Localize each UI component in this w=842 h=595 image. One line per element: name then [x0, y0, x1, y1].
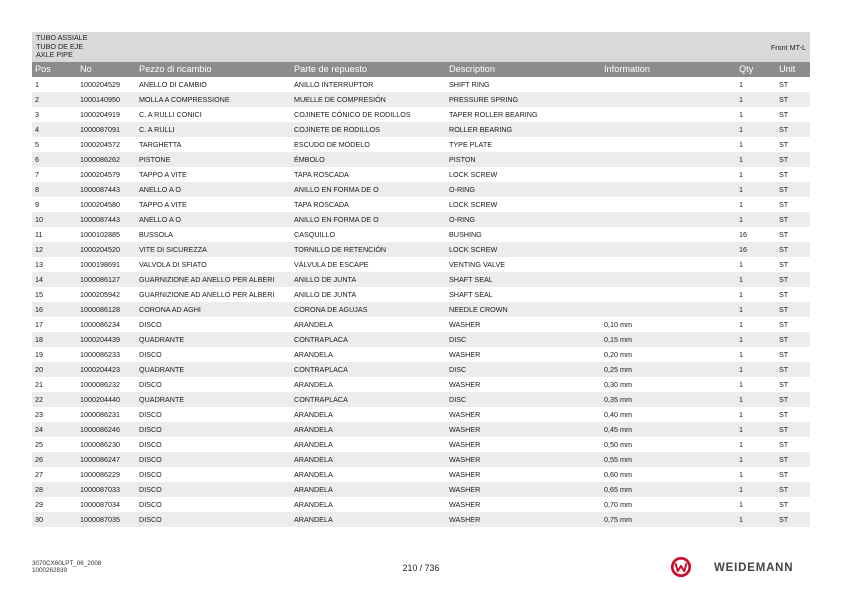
cell-italian-name: ANELLO A O	[139, 185, 181, 194]
cell-part-number: 1000204423	[80, 365, 120, 374]
cell-spanish-name: ÉMBOLO	[294, 155, 325, 164]
cell-qty: 1	[739, 515, 743, 524]
cell-unit: ST	[779, 485, 789, 494]
cell-qty: 1	[739, 170, 743, 179]
cell-part-number: 1000086247	[80, 455, 120, 464]
cell-part-number: 1000087091	[80, 125, 120, 134]
assembly-title-band	[32, 32, 810, 62]
cell-description: ROLLER BEARING	[449, 125, 513, 134]
cell-part-number: 1000087443	[80, 185, 120, 194]
cell-part-number: 1000087033	[80, 485, 120, 494]
cell-pos: 21	[35, 380, 43, 389]
cell-spanish-name: ANILLO INTERRUPTOR	[294, 80, 374, 89]
cell-unit: ST	[779, 395, 789, 404]
cell-unit: ST	[779, 80, 789, 89]
table-row	[32, 512, 810, 527]
assembly-title-en: AXLE PIPE	[36, 50, 73, 60]
cell-description: SHAFT SEAL	[449, 290, 493, 299]
cell-unit: ST	[779, 305, 789, 314]
cell-part-number: 1000204520	[80, 245, 120, 254]
cell-italian-name: QUADRANTE	[139, 395, 185, 404]
cell-pos: 2	[35, 95, 39, 104]
cell-part-number: 1000204919	[80, 110, 120, 119]
cell-description: DISC	[449, 365, 467, 374]
cell-italian-name: DISCO	[139, 425, 162, 434]
cell-spanish-name: ARANDELA	[294, 350, 333, 359]
table-row	[32, 482, 810, 497]
cell-spanish-name: ARANDELA	[294, 425, 333, 434]
cell-spanish-name: TAPA ROSCADA	[294, 200, 349, 209]
cell-unit: ST	[779, 155, 789, 164]
table-row	[32, 257, 810, 272]
cell-pos: 26	[35, 455, 43, 464]
table-row	[32, 212, 810, 227]
cell-unit: ST	[779, 515, 789, 524]
cell-spanish-name: ARANDELA	[294, 515, 333, 524]
cell-qty: 1	[739, 395, 743, 404]
cell-part-number: 1000086128	[80, 305, 120, 314]
cell-pos: 8	[35, 185, 39, 194]
cell-unit: ST	[779, 230, 789, 239]
cell-description: LOCK SCREW	[449, 245, 498, 254]
cell-pos: 23	[35, 410, 43, 419]
col-header-spanish: Parte de repuesto	[294, 64, 368, 74]
cell-unit: ST	[779, 290, 789, 299]
cell-part-number: 1000204579	[80, 170, 120, 179]
cell-description: LOCK SCREW	[449, 170, 498, 179]
cell-pos: 19	[35, 350, 43, 359]
cell-italian-name: DISCO	[139, 410, 162, 419]
cell-spanish-name: ARANDELA	[294, 455, 333, 464]
cell-description: O-RING	[449, 185, 475, 194]
cell-information: 0,55 mm	[604, 455, 632, 464]
table-header	[32, 62, 810, 77]
cell-spanish-name: CORONA DE AGUJAS	[294, 305, 368, 314]
table-row	[32, 347, 810, 362]
cell-pos: 11	[35, 230, 43, 239]
cell-unit: ST	[779, 245, 789, 254]
cell-unit: ST	[779, 365, 789, 374]
col-header-qty: Qty	[739, 64, 754, 74]
cell-description: SHAFT SEAL	[449, 275, 493, 284]
cell-pos: 3	[35, 110, 39, 119]
table-row	[32, 452, 810, 467]
cell-description: PISTON	[449, 155, 476, 164]
cell-part-number: 1000086233	[80, 350, 120, 359]
cell-description: VENTING VALVE	[449, 260, 506, 269]
table-row	[32, 422, 810, 437]
cell-pos: 29	[35, 500, 43, 509]
cell-italian-name: TARGHETTA	[139, 140, 182, 149]
cell-italian-name: C. A RULLI	[139, 125, 175, 134]
cell-unit: ST	[779, 275, 789, 284]
assembly-title-it: TUBO ASSIALE	[36, 33, 88, 42]
cell-italian-name: GUARNIZIONE AD ANELLO PER ALBERI	[139, 275, 275, 284]
cell-pos: 9	[35, 200, 39, 209]
cell-spanish-name: ANILLO DE JUNTA	[294, 290, 357, 299]
col-header-pos: Pos	[35, 64, 51, 74]
cell-italian-name: TAPPO A VITE	[139, 200, 187, 209]
cell-italian-name: MOLLA A COMPRESSIONE	[139, 95, 230, 104]
cell-information: 0,70 mm	[604, 500, 632, 509]
cell-italian-name: QUADRANTE	[139, 365, 185, 374]
cell-italian-name: ANELLO DI CAMBIO	[139, 80, 207, 89]
cell-qty: 1	[739, 155, 743, 164]
cell-description: WASHER	[449, 485, 481, 494]
cell-part-number: 1000204580	[80, 200, 120, 209]
assembly-title	[36, 34, 88, 60]
cell-information: 0,25 mm	[604, 365, 632, 374]
table-row	[32, 122, 810, 137]
cell-information: 0,75 mm	[604, 515, 632, 524]
cell-unit: ST	[779, 470, 789, 479]
cell-pos: 27	[35, 470, 43, 479]
cell-unit: ST	[779, 170, 789, 179]
cell-qty: 1	[739, 125, 743, 134]
table-row	[32, 407, 810, 422]
brand-name: WEIDEMANN	[714, 562, 794, 574]
cell-pos: 17	[35, 320, 43, 329]
cell-part-number: 1000198691	[80, 260, 120, 269]
cell-qty: 1	[739, 425, 743, 434]
cell-spanish-name: VÁLVULA DE ESCAPE	[294, 260, 369, 269]
cell-description: DISC	[449, 335, 467, 344]
cell-part-number: 1000204439	[80, 335, 120, 344]
cell-unit: ST	[779, 320, 789, 329]
cell-description: SHIFT RING	[449, 80, 490, 89]
cell-italian-name: PISTONE	[139, 155, 171, 164]
cell-part-number: 1000087443	[80, 215, 120, 224]
cell-pos: 20	[35, 365, 43, 374]
cell-italian-name: DISCO	[139, 500, 162, 509]
cell-spanish-name: COJINETE DE RODILLOS	[294, 125, 380, 134]
cell-pos: 24	[35, 425, 43, 434]
cell-qty: 1	[739, 335, 743, 344]
cell-unit: ST	[779, 215, 789, 224]
cell-description: WASHER	[449, 425, 481, 434]
cell-italian-name: DISCO	[139, 350, 162, 359]
cell-pos: 12	[35, 245, 43, 254]
cell-spanish-name: ARANDELA	[294, 380, 333, 389]
cell-description: WASHER	[449, 320, 481, 329]
cell-italian-name: DISCO	[139, 440, 162, 449]
cell-part-number: 1000204440	[80, 395, 120, 404]
cell-pos: 10	[35, 215, 43, 224]
col-header-description: Description	[449, 64, 495, 74]
document-code	[32, 560, 101, 575]
cell-description: WASHER	[449, 440, 481, 449]
cell-part-number: 1000087034	[80, 500, 120, 509]
table-row	[32, 302, 810, 317]
cell-italian-name: GUARNIZIONE AD ANELLO PER ALBERI	[139, 290, 275, 299]
col-header-no: No	[80, 64, 92, 74]
cell-unit: ST	[779, 200, 789, 209]
document-number-line: 1000262839	[32, 567, 68, 575]
cell-unit: ST	[779, 440, 789, 449]
cell-part-number: 1000102885	[80, 230, 120, 239]
cell-italian-name: C. A RULLI CONICI	[139, 110, 202, 119]
cell-unit: ST	[779, 380, 789, 389]
cell-unit: ST	[779, 260, 789, 269]
cell-information: 0,45 mm	[604, 425, 632, 434]
cell-italian-name: DISCO	[139, 380, 162, 389]
cell-description: WASHER	[449, 515, 481, 524]
cell-description: WASHER	[449, 410, 481, 419]
table-row	[32, 182, 810, 197]
table-row	[32, 107, 810, 122]
cell-italian-name: VITE DI SICUREZZA	[139, 245, 207, 254]
cell-spanish-name: ARANDELA	[294, 485, 333, 494]
cell-qty: 1	[739, 320, 743, 329]
cell-description: WASHER	[449, 470, 481, 479]
cell-description: WASHER	[449, 455, 481, 464]
cell-pos: 7	[35, 170, 39, 179]
cell-description: PRESSURE SPRING	[449, 95, 519, 104]
cell-qty: 1	[739, 470, 743, 479]
cell-spanish-name: ARANDELA	[294, 440, 333, 449]
table-row	[32, 362, 810, 377]
cell-part-number: 1000086262	[80, 155, 120, 164]
cell-pos: 14	[35, 275, 43, 284]
cell-qty: 1	[739, 380, 743, 389]
cell-unit: ST	[779, 455, 789, 464]
table-row	[32, 227, 810, 242]
cell-pos: 25	[35, 440, 43, 449]
cell-italian-name: QUADRANTE	[139, 335, 185, 344]
cell-italian-name: DISCO	[139, 470, 162, 479]
document-code-line: 3070CX60LPT_06_2008	[32, 560, 102, 567]
weidemann-logo	[670, 556, 812, 580]
cell-spanish-name: CONTRAPLACA	[294, 365, 348, 374]
cell-part-number: 1000086229	[80, 470, 120, 479]
cell-spanish-name: ARANDELA	[294, 410, 333, 419]
parts-table-body	[32, 77, 810, 527]
cell-information: 0,60 mm	[604, 470, 632, 479]
cell-qty: 1	[739, 485, 743, 494]
assembly-title-es: TUBO DE EJE	[36, 41, 84, 51]
table-row	[32, 167, 810, 182]
cell-spanish-name: CONTRAPLACA	[294, 335, 348, 344]
cell-unit: ST	[779, 185, 789, 194]
cell-spanish-name: ARANDELA	[294, 320, 333, 329]
cell-unit: ST	[779, 425, 789, 434]
cell-qty: 1	[739, 200, 743, 209]
cell-qty: 1	[739, 365, 743, 374]
cell-part-number: 1000087035	[80, 515, 120, 524]
cell-spanish-name: ESCUDO DE MODELO	[294, 140, 370, 149]
table-row	[32, 92, 810, 107]
cell-unit: ST	[779, 140, 789, 149]
cell-part-number: 1000140950	[80, 95, 120, 104]
cell-part-number: 1000086230	[80, 440, 120, 449]
cell-information: 0,10 mm	[604, 320, 632, 329]
table-row	[32, 437, 810, 452]
cell-qty: 1	[739, 140, 743, 149]
cell-pos: 13	[35, 260, 43, 269]
col-header-unit: Unit	[779, 64, 796, 74]
weidemann-logo-icon	[670, 556, 692, 578]
table-row	[32, 272, 810, 287]
cell-italian-name: TAPPO A VITE	[139, 170, 187, 179]
cell-pos: 5	[35, 140, 39, 149]
cell-pos: 1	[35, 80, 39, 89]
cell-description: LOCK SCREW	[449, 200, 498, 209]
cell-qty: 1	[739, 215, 743, 224]
table-row	[32, 497, 810, 512]
cell-description: DISC	[449, 395, 467, 404]
cell-unit: ST	[779, 125, 789, 134]
cell-italian-name: DISCO	[139, 320, 162, 329]
cell-description: WASHER	[449, 350, 481, 359]
cell-qty: 1	[739, 95, 743, 104]
table-row	[32, 77, 810, 92]
cell-part-number: 1000086232	[80, 380, 120, 389]
cell-spanish-name: ANILLO DE JUNTA	[294, 275, 357, 284]
cell-qty: 1	[739, 500, 743, 509]
cell-spanish-name: MUELLE DE COMPRESIÓN	[294, 95, 386, 104]
cell-information: 0,65 mm	[604, 485, 632, 494]
table-row	[32, 467, 810, 482]
table-row	[32, 242, 810, 257]
cell-description: TAPER ROLLER BEARING	[449, 110, 538, 119]
cell-information: 0,15 mm	[604, 335, 632, 344]
cell-unit: ST	[779, 500, 789, 509]
cell-information: 0,35 mm	[604, 395, 632, 404]
cell-italian-name: DISCO	[139, 455, 162, 464]
cell-qty: 1	[739, 305, 743, 314]
cell-spanish-name: ARANDELA	[294, 500, 333, 509]
table-row	[32, 152, 810, 167]
cell-italian-name: DISCO	[139, 485, 162, 494]
parts-list-page	[32, 32, 810, 527]
cell-information: 0,50 mm	[604, 440, 632, 449]
cell-information: 0,40 mm	[604, 410, 632, 419]
cell-part-number: 1000204529	[80, 80, 120, 89]
cell-spanish-name: TAPA ROSCADA	[294, 170, 349, 179]
section-label: Front MT-L	[770, 43, 806, 52]
cell-qty: 1	[739, 110, 743, 119]
cell-information: 0,30 mm	[604, 380, 632, 389]
table-row	[32, 287, 810, 302]
cell-spanish-name: COJINETE CÓNICO DE RODILLOS	[294, 110, 411, 119]
cell-spanish-name: CONTRAPLACA	[294, 395, 348, 404]
table-row	[32, 317, 810, 332]
cell-italian-name: DISCO	[139, 515, 162, 524]
cell-italian-name: ANELLO A O	[139, 215, 181, 224]
cell-part-number: 1000086246	[80, 425, 120, 434]
cell-part-number: 1000205942	[80, 290, 120, 299]
cell-qty: 1	[739, 440, 743, 449]
cell-qty: 1	[739, 290, 743, 299]
cell-description: BUSHING	[449, 230, 482, 239]
table-row	[32, 332, 810, 347]
cell-unit: ST	[779, 410, 789, 419]
cell-information: 0,20 mm	[604, 350, 632, 359]
cell-description: NEEDLE CROWN	[449, 305, 508, 314]
cell-part-number: 1000086234	[80, 320, 120, 329]
cell-qty: 1	[739, 185, 743, 194]
cell-pos: 16	[35, 305, 43, 314]
cell-unit: ST	[779, 110, 789, 119]
cell-spanish-name: ANILLO EN FORMA DE O	[294, 185, 379, 194]
col-header-italian: Pezzo di ricambio	[139, 64, 212, 74]
cell-pos: 15	[35, 290, 43, 299]
cell-qty: 1	[739, 455, 743, 464]
cell-pos: 4	[35, 125, 39, 134]
table-row	[32, 392, 810, 407]
page-number: 210 / 736	[402, 563, 440, 573]
cell-part-number: 1000086231	[80, 410, 120, 419]
cell-part-number: 1000086127	[80, 275, 120, 284]
cell-unit: ST	[779, 335, 789, 344]
cell-pos: 28	[35, 485, 43, 494]
cell-qty: 1	[739, 275, 743, 284]
cell-pos: 18	[35, 335, 43, 344]
cell-qty: 16	[739, 230, 747, 239]
cell-italian-name: VALVOLA DI SFIATO	[139, 260, 207, 269]
cell-qty: 1	[739, 80, 743, 89]
cell-qty: 1	[739, 410, 743, 419]
col-header-information: Information	[604, 64, 650, 74]
cell-italian-name: CORONA AD AGHI	[139, 305, 201, 314]
cell-italian-name: BUSSOLA	[139, 230, 173, 239]
cell-qty: 1	[739, 260, 743, 269]
cell-description: WASHER	[449, 500, 481, 509]
cell-qty: 1	[739, 350, 743, 359]
cell-spanish-name: ANILLO EN FORMA DE O	[294, 215, 379, 224]
cell-description: TYPE PLATE	[449, 140, 493, 149]
cell-pos: 22	[35, 395, 43, 404]
table-row	[32, 377, 810, 392]
cell-description: O-RING	[449, 215, 475, 224]
cell-spanish-name: ARANDELA	[294, 470, 333, 479]
cell-unit: ST	[779, 350, 789, 359]
cell-spanish-name: TORNILLO DE RETENCIÓN	[294, 245, 387, 254]
cell-part-number: 1000204572	[80, 140, 120, 149]
cell-unit: ST	[779, 95, 789, 104]
table-row	[32, 197, 810, 212]
table-row	[32, 137, 810, 152]
cell-pos: 6	[35, 155, 39, 164]
cell-pos: 30	[35, 515, 43, 524]
cell-qty: 16	[739, 245, 747, 254]
cell-description: WASHER	[449, 380, 481, 389]
cell-spanish-name: CASQUILLO	[294, 230, 336, 239]
